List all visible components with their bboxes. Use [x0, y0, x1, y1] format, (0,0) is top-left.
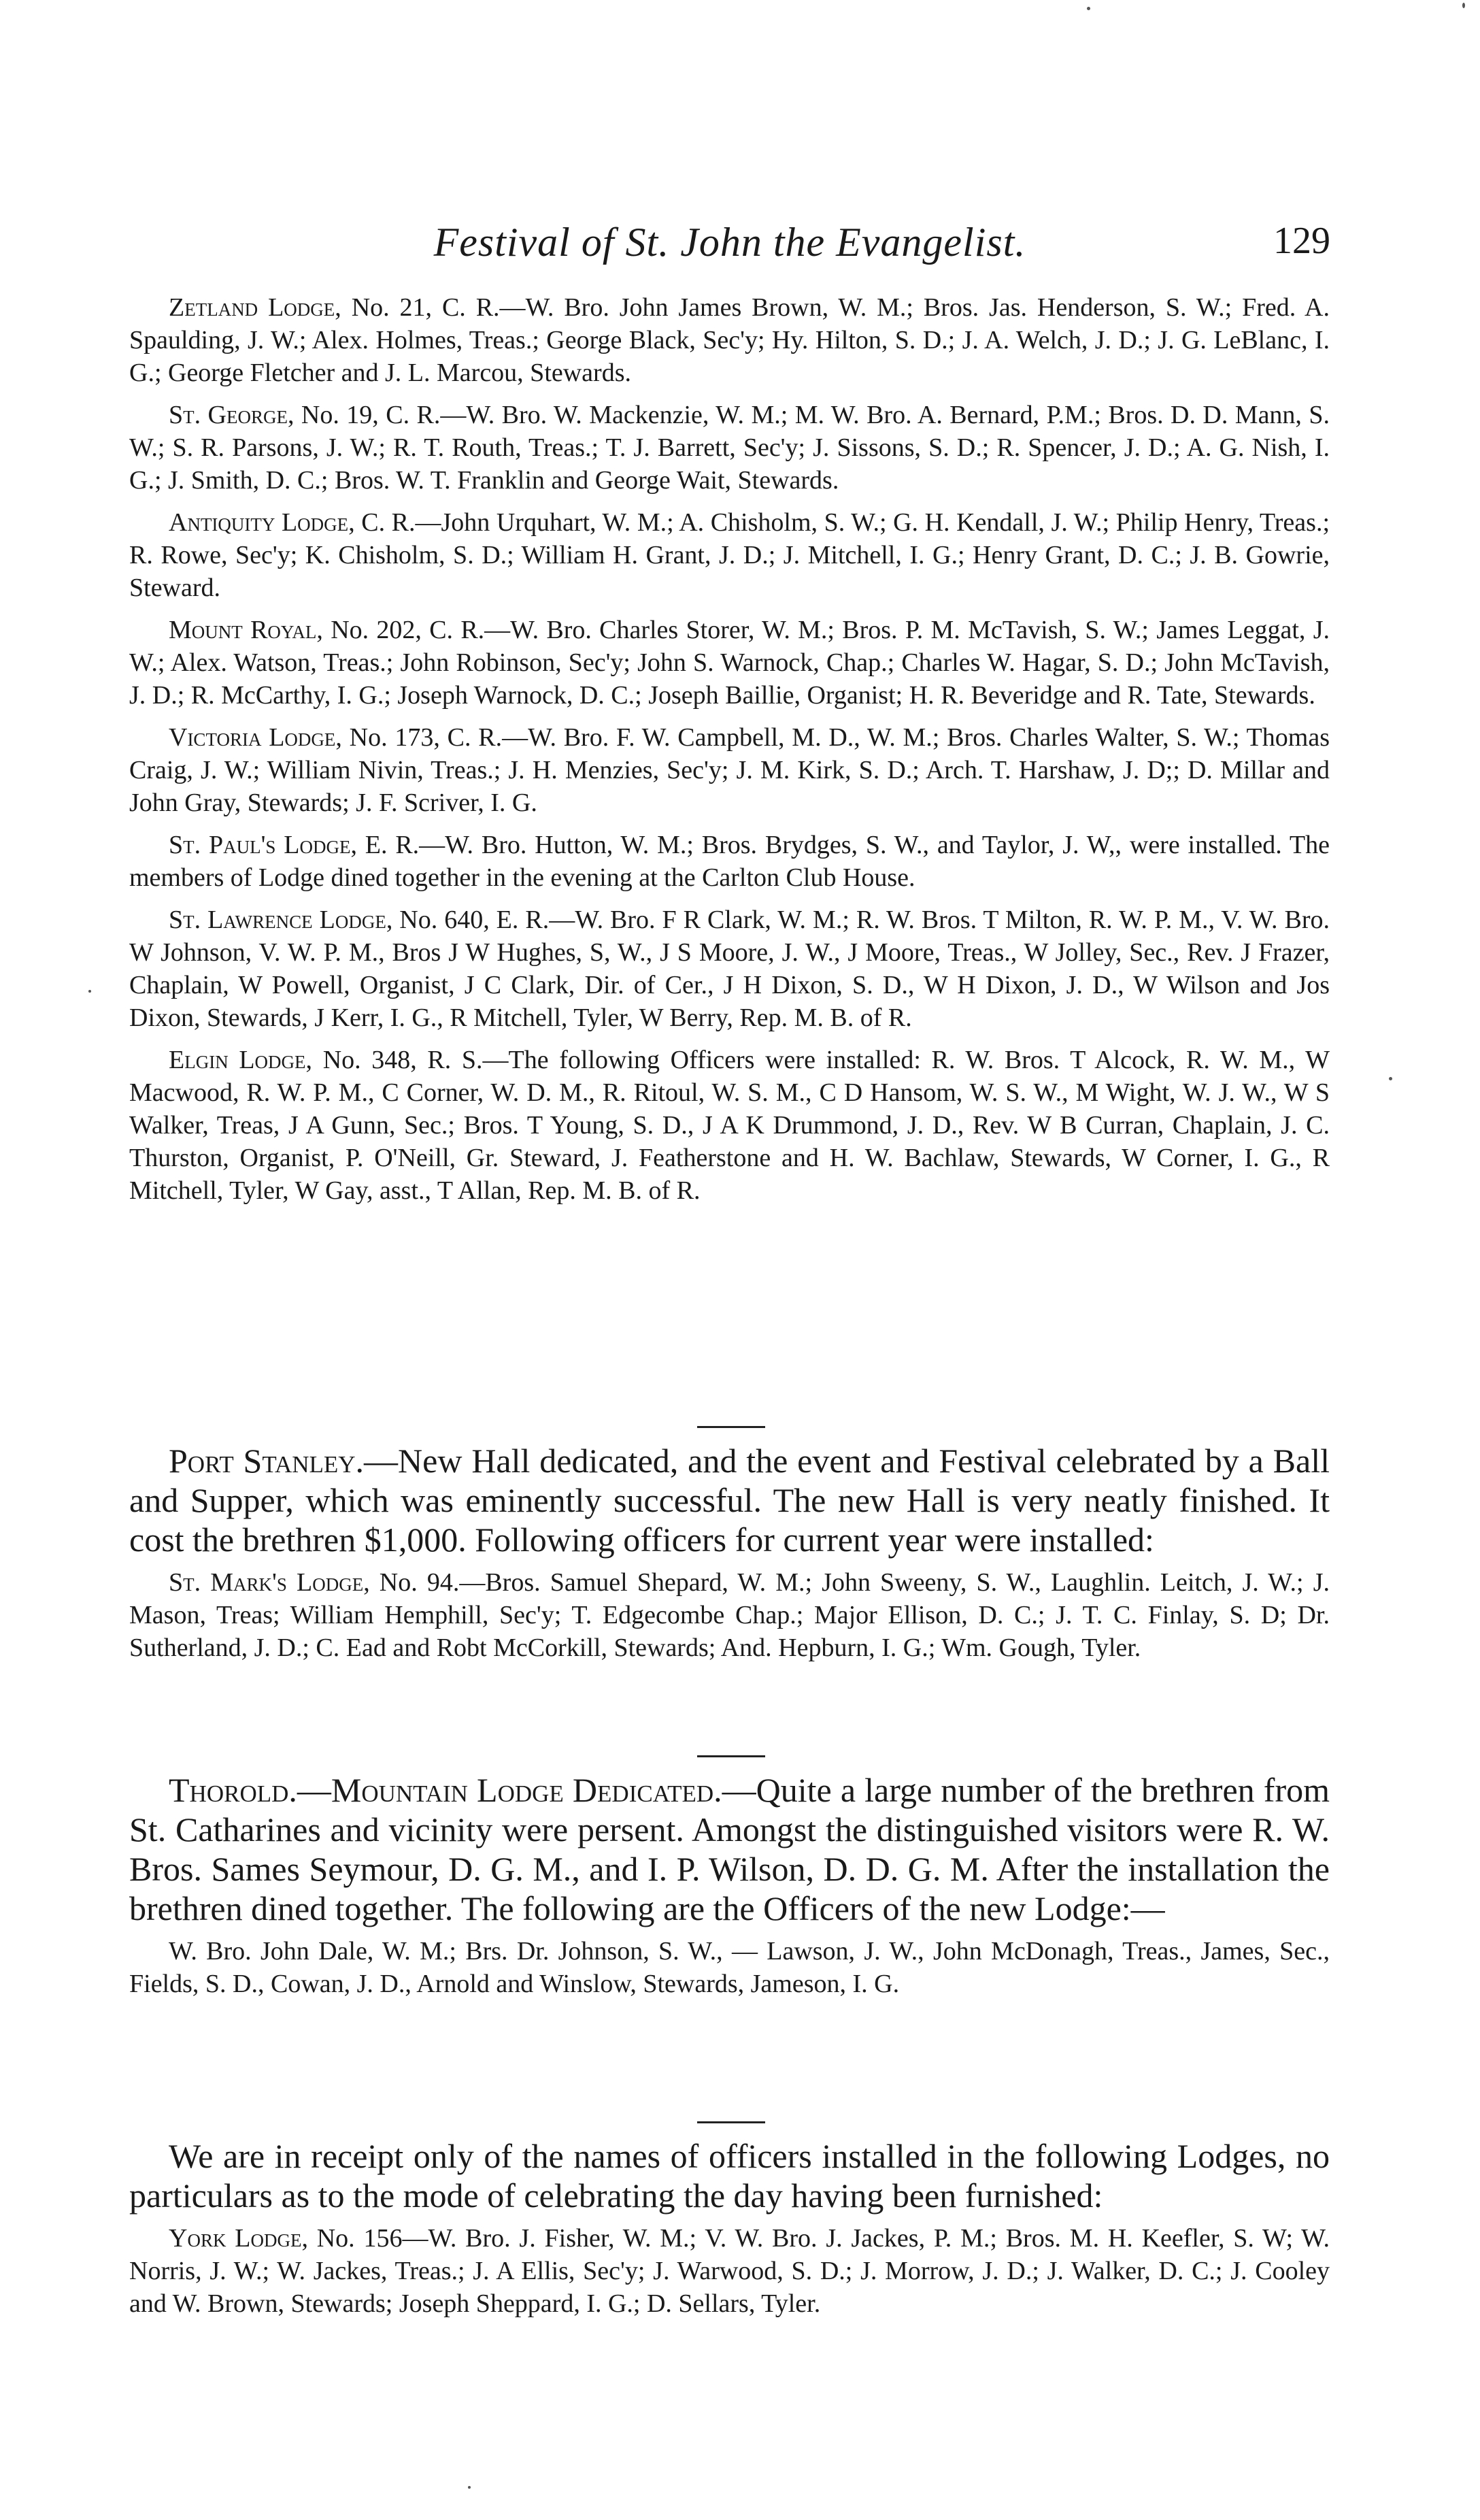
lodge-entry-mountain: W. Bro. John Dale, W. M.; Brs. Dr. Johnson, S. W., — Lawson, J. W., John McDonagh, Treas., James, Sec., Fields, S. D., Cowan, J. D., Arnold and Winslow, Stewards, Jameson, I. G.: [129, 1937, 1330, 1998]
print-speck: [88, 990, 91, 993]
lodge-entry-york: [129, 2222, 1330, 2320]
lodge-name: St. George: [169, 401, 288, 429]
lodge-officers: , No. 21, C. R.—W. Bro. John James Brown, W. M.; Bros. Jas. Henderson, S. W.; Fred. A. Spaulding, J. W.; Alex. Holmes, Treas.; George Black, Sec'y; Hy. Hilton, S. D.; J. A. Welch, J. D.; J. G. LeBlanc, I. G.; George Fletcher and J. L. Marcou, Stewards.: [129, 293, 1330, 387]
thorold-section: [129, 1770, 1330, 2000]
lodge-entry-victoria: [129, 721, 1330, 819]
lodge-name: Victoria Lodge: [169, 723, 336, 752]
section-divider: [697, 2121, 765, 2123]
thorold-paragraph: [129, 1770, 1330, 1928]
lodge-entry-zetland: [129, 291, 1330, 389]
lodge-officers: , No. 173, C. R.—W. Bro. F. W. Campbell, M. D., W. M.; Bros. Charles Walter, S. W.; Thomas Craig, J. W.; William Nivin, Treas.; J. H. Menzies, Sec'y; J. M. Kirk, S. D.; Arch. T. Harshaw, J. D;; D. Millar and John Gray, Stewards; J. F. Scriver, I. G.: [129, 723, 1330, 817]
place-name: Port Stanley.: [169, 1442, 365, 1480]
lodge-officers: , No. 348, R. S.—The following Officers were installed: R. W. Bros. T Alcock, R. W. M., W Macwood, R. W. P. M., C Corner, W. D. M., R. Ritoul, W. S. M., C D Hansom, W. S. W., M Wight, W. J. W., W S Walker, Treas, J A Gunn, Sec.; Bros. T Young, S. D., J A K Drummond, J. D., Rev. W B Curran, Chaplain, J. C. Thurston, Organist, P. O'Neill, Gr. Steward, J. Featherstone and H. W. Bachlaw, Stewards, W Corner, I. G., R Mitchell, Tyler, W Gay, asst., T Allan, Rep. M. B. of R.: [129, 1046, 1330, 1205]
lodge-name: Antiquity Lodge: [169, 508, 349, 537]
page-header: [129, 219, 1330, 273]
running-title: Festival of St. John the Evangelist.: [433, 220, 1026, 265]
lodge-name: York Lodge: [169, 2224, 302, 2253]
lodge-entry-st-george: [129, 399, 1330, 497]
port-stanley-paragraph: [129, 1441, 1330, 1559]
lodge-name: Zetland Lodge: [169, 293, 335, 322]
lodge-entry-st-paul: [129, 829, 1330, 894]
lodge-name: Mount Royal: [169, 616, 317, 644]
print-speck: [1462, 3, 1465, 8]
print-speck: [1087, 7, 1090, 10]
print-speck: [1389, 1077, 1392, 1080]
receipt-section: [129, 2136, 1330, 2320]
lodge-officers: , No. 94.—Bros. Samuel Shepard, W. M.; John Sweeny, S. W., Laughlin. Leitch, J. W.; J. Mason, Treas; William Hemphill, Sec'y; T. Edgecombe Chap.; Major Ellison, D. C.; J. T. C. Finlay, S. D; Dr. Sutherland, J. D.; C. Ead and Robt McCorkill, Stewards; And. Hepburn, I. G.; Wm. Gough, Tyler.: [129, 1568, 1330, 1662]
lodge-name: —Mountain Lodge Dedicated.: [297, 1771, 722, 1809]
paragraph-text: —New Hall dedicated, and the event and Festival celebrated by a Ball and Supper, which was eminently successful. The new Hall is very neatly finished. It cost the brethren $1,000. Following officers for current year were installed:: [129, 1442, 1330, 1559]
lodge-officers: , No. 19, C. R.—W. Bro. W. Mackenzie, W. M.; M. W. Bro. A. Bernard, P.M.; Bros. D. D. Mann, S. W.; S. R. Parsons, J. W.; R. T. Routh, Treas.; T. J. Barrett, Sec'y; J. Sissons, S. D.; R. Spencer, J. D.; A. G. Nish, I. G.; J. Smith, D. C.; Bros. W. T. Franklin and George Wait, Stewards.: [129, 401, 1330, 495]
section-divider: [697, 1426, 765, 1428]
lodge-officers: , No. 156—W. Bro. J. Fisher, W. M.; V. W. Bro. J. Jackes, P. M.; Bros. M. H. Keefler, S. W; W. Norris, J. W.; W. Jackes, Treas.; J. A Ellis, Sec'y; J. Warwood, S. D.; J. Morrow, J. D.; J. Walker, D. C.; J. Cooley and W. Brown, Stewards; Joseph Sheppard, I. G.; D. Sellars, Tyler.: [129, 2224, 1330, 2318]
lodge-name: St. Lawrence Lodge: [169, 906, 386, 934]
print-speck: [468, 2486, 471, 2489]
lodge-name: St. Paul's Lodge: [169, 831, 351, 859]
port-stanley-section: [129, 1441, 1330, 1664]
lodge-officers: , No. 640, E. R.—W. Bro. F R Clark, W. M.; R. W. Bros. T Milton, R. W. P. M., V. W. Bro. W Johnson, V. W. P. M., Bros J W Hughes, S, W., J S Moore, J. W., J Moore, Treas., W Jolley, Sec., Rev. J Frazer, Chaplain, W Powell, Organist, J C Clark, Dir. of Cer., J H Dixon, S. D., W H Dixon, J. D., W Wilson and Jos Dixon, Stewards, J Kerr, I. G., R Mitchell, Tyler, W Berry, Rep. M. B. of R.: [129, 906, 1330, 1032]
paragraph-text: —Quite a large number of the brethren from St. Catharines and vicinity were persent. Amongst the distinguished visitors were R. W. Bros. Sames Seymour, D. G. M., and I. P. Wilson, D. D. G. M. After the installation the brethren dined together. The following are the Officers of the new Lodge:—: [129, 1771, 1330, 1927]
page-number: 129: [1273, 220, 1330, 262]
lodge-entry-elgin: [129, 1044, 1330, 1207]
lodge-entry-st-lawrence: [129, 903, 1330, 1034]
lodge-officers-section: [129, 291, 1330, 1207]
lodge-name: St. Mark's Lodge: [169, 1568, 364, 1597]
place-name: Thorold.: [169, 1771, 297, 1809]
lodge-officers: , No. 202, C. R.—W. Bro. Charles Storer, W. M.; Bros. P. M. McTavish, S. W.; James Leggat, J. W.; Alex. Watson, Treas.; John Robinson, Sec'y; John S. Warnock, Chap.; Charles W. Hagar, S. D.; John McTavish, J. D.; R. McCarthy, I. G.; Joseph Warnock, D. C.; Joseph Baillie, Organist; H. R. Beveridge and R. Tate, Stewards.: [129, 616, 1330, 710]
lodge-officers: , E. R.—W. Bro. Hutton, W. M.; Bros. Brydges, S. W., and Taylor, J. W,, were installed. The members of Lodge dined together in the evening at the Carlton Club House.: [129, 831, 1330, 892]
lodge-entry-st-mark: [129, 1566, 1330, 1664]
lodge-officers: , C. R.—John Urquhart, W. M.; A. Chisholm, S. W.; G. H. Kendall, J. W.; Philip Henry, Treas.; R. Rowe, Sec'y; K. Chisholm, S. D.; William H. Grant, J. D.; J. Mitchell, I. G.; Henry Grant, D. C.; J. B. Gowrie, Steward.: [129, 508, 1330, 602]
section-divider: [697, 1755, 765, 1757]
receipt-paragraph: We are in receipt only of the names of officers installed in the following Lodges, no particulars as to the mode of celebrating the day having been furnished:: [129, 2137, 1330, 2215]
lodge-name: Elgin Lodge: [169, 1046, 306, 1074]
lodge-entry-mount-royal: [129, 614, 1330, 712]
lodge-entry-antiquity: [129, 506, 1330, 604]
